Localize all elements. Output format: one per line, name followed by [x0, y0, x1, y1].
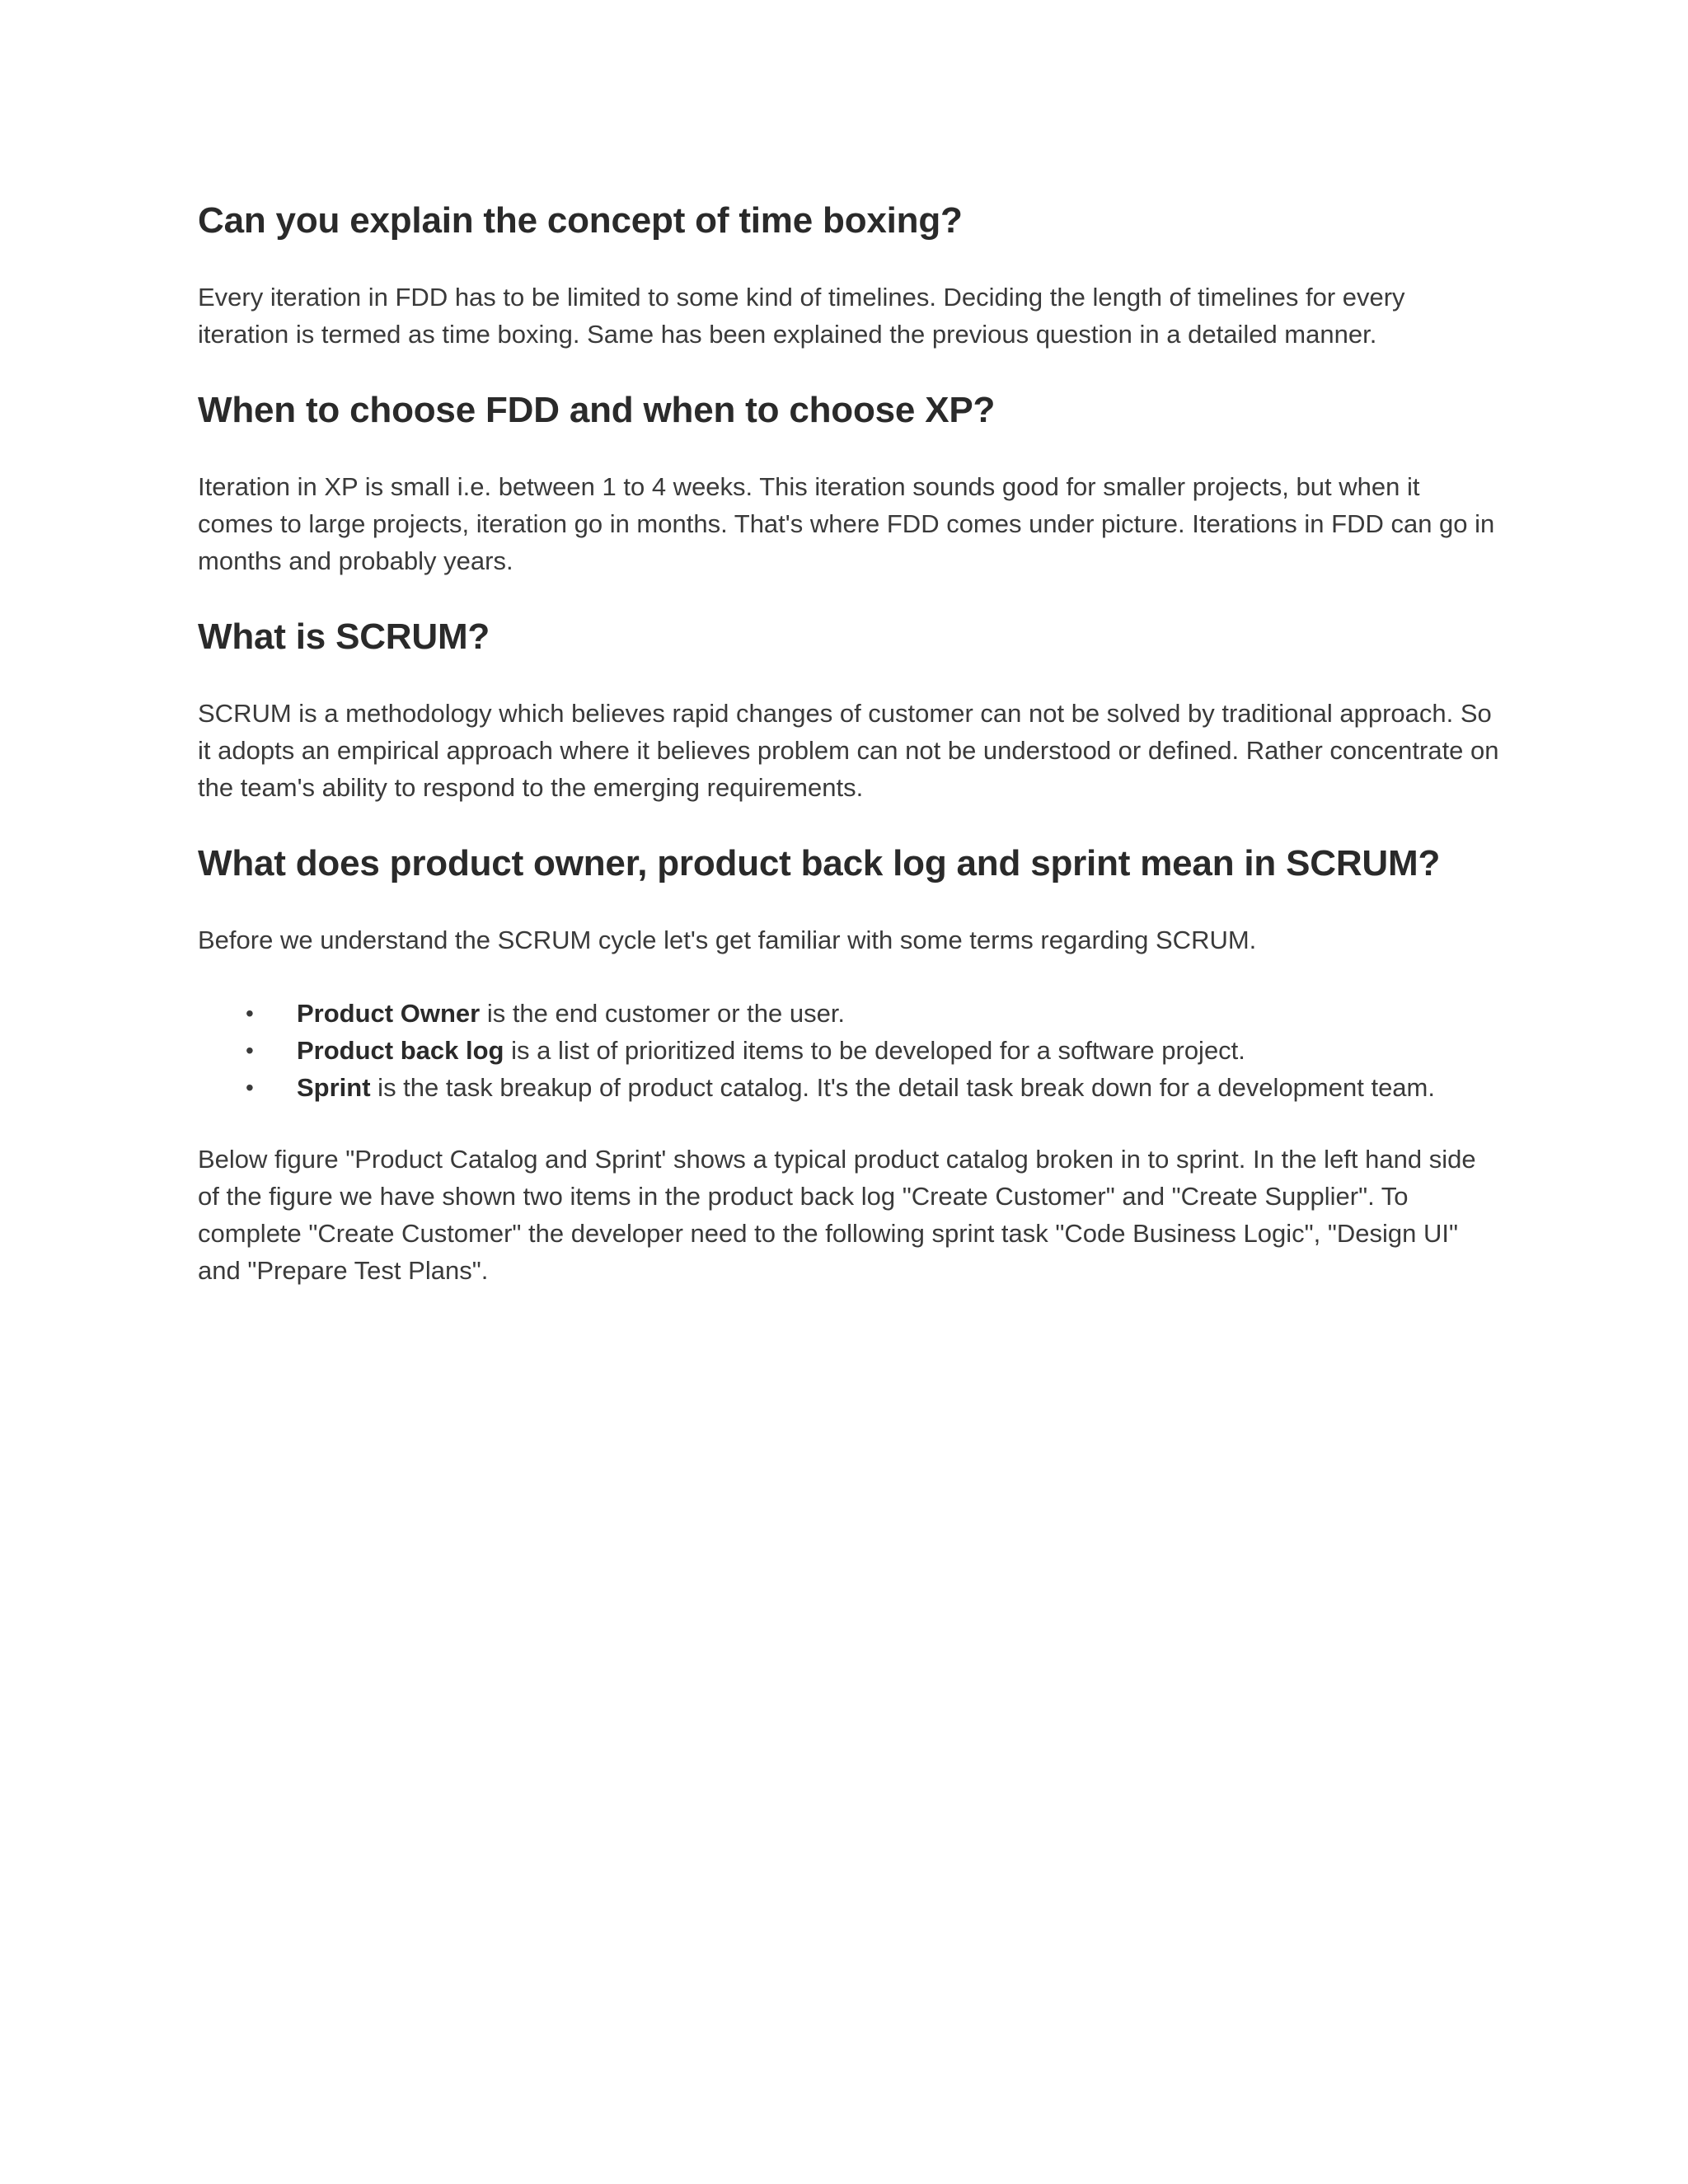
list-item — [198, 1069, 1500, 1106]
section-paragraph-scrum-intro: Before we understand the SCRUM cycle let's get familiar with some terms regarding SCRUM. — [198, 926, 1257, 954]
section-paragraph-figure-description: Below figure "Product Catalog and Sprint' shows a typical product catalog broken in to sprint. In the left hand side of the figure we have shown two items in the product back log "Create Customer" and "Create Supplier". To complete "Create Customer" the developer need to the following sprint task "Code Business Logic", "Design UI" and "Prepare Test Plans". — [198, 1145, 1476, 1285]
term-label: Product Owner — [297, 999, 481, 1028]
list-item — [198, 995, 1500, 1032]
section-paragraph-fdd-vs-xp: Iteration in XP is small i.e. between 1 to 4 weeks. This iteration sounds good for smaller projects, but when it comes to large projects, iteration go in months. That's where FDD comes under picture. Iterations in FDD can go in months and probably years. — [198, 472, 1495, 575]
list-item — [198, 1032, 1500, 1069]
bullet-icon: • — [246, 1075, 254, 1100]
bullet-icon: • — [246, 1038, 254, 1063]
section-paragraph-time-boxing: Every iteration in FDD has to be limited to some kind of timelines. Deciding the length of timelines for every iteration is termed as time boxing. Same has been explained the previous question in a detailed manner. — [198, 283, 1405, 349]
bullet-icon: • — [246, 1001, 254, 1026]
section-heading-what-is-scrum: What is SCRUM? — [198, 616, 490, 657]
section-paragraph-what-is-scrum: SCRUM is a methodology which believes rapid changes of customer can not be solved by traditional approach. So it adopts an empirical approach where it believes problem can not be understood or defined. Rather concentrate on the team's ability to respond to the emerging requirements. — [198, 699, 1499, 802]
section-heading-fdd-vs-xp: When to choose FDD and when to choose XP? — [198, 390, 996, 430]
term-label: Sprint — [297, 1073, 371, 1102]
section-heading-time-boxing: Can you explain the concept of time boxing? — [198, 200, 963, 241]
term-definition: is the end customer or the user. — [480, 999, 846, 1028]
document-page — [198, 191, 1500, 1289]
term-label: Product back log — [297, 1036, 504, 1065]
term-definition: is a list of prioritized items to be developed for a software project. — [504, 1036, 1245, 1065]
scrum-terms-list — [198, 995, 1500, 1106]
term-definition: is the task breakup of product catalog. It's the detail task break down for a development team. — [370, 1073, 1435, 1102]
section-heading-scrum-terms: What does product owner, product back log and sprint mean in SCRUM? — [198, 843, 1441, 883]
